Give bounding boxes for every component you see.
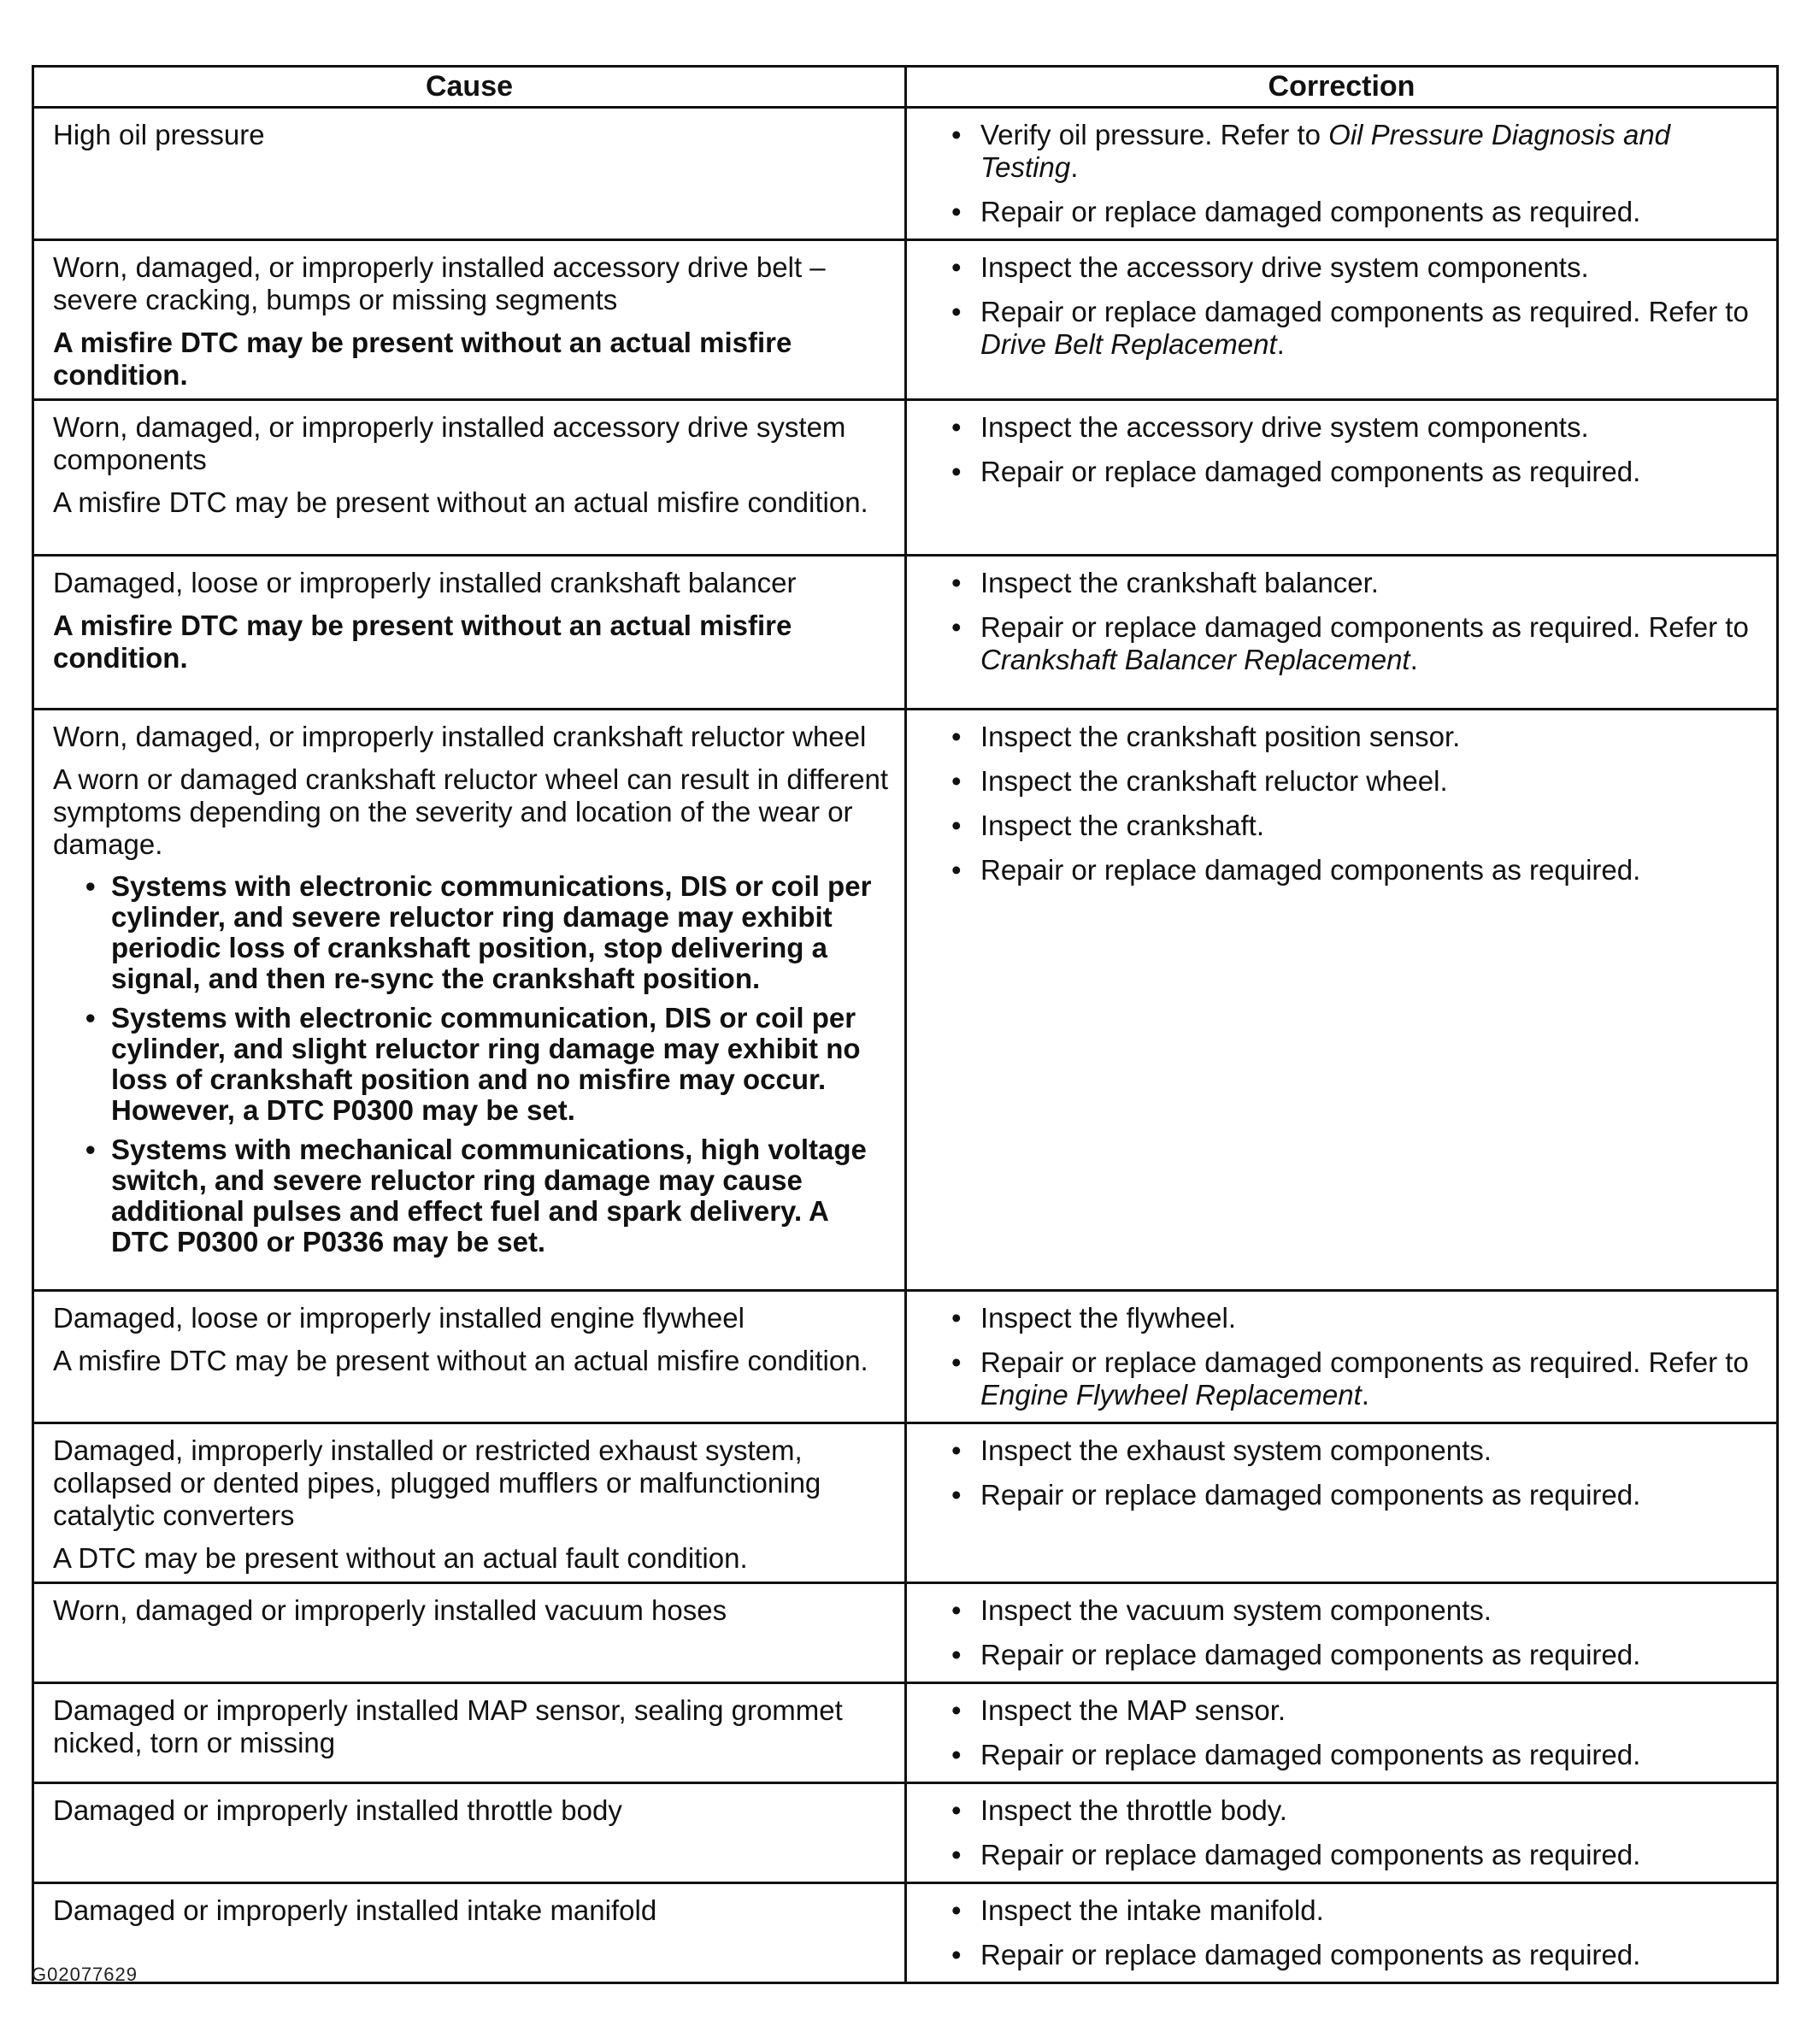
correction-text: Repair or replace damaged components as required. Refer to: [980, 611, 1749, 643]
correction-item: [980, 567, 1764, 599]
cause-cell: [33, 1423, 906, 1583]
correction-text: Repair or replace damaged components as required.: [980, 1839, 1641, 1870]
correction-text: Repair or replace damaged components as required.: [980, 1739, 1641, 1770]
cause-note: A misfire DTC may be present without an actual misfire condition.: [53, 1345, 868, 1376]
correction-text: Verify oil pressure. Refer to: [980, 119, 1329, 150]
cause-cell: [33, 108, 906, 240]
correction-item: [980, 721, 1764, 753]
correction-item: [980, 1346, 1764, 1411]
correction-list: [951, 1302, 1764, 1411]
correction-item: [980, 411, 1764, 444]
cause-cell: [33, 1291, 906, 1423]
cause-text: Worn, damaged, or improperly installed crankshaft reluctor wheel: [53, 721, 867, 752]
correction-text: Inspect the vacuum system components.: [980, 1594, 1492, 1626]
cause-cell: [33, 240, 906, 400]
correction-cell: [906, 556, 1778, 710]
cause-column-header: Cause: [33, 67, 906, 108]
correction-text: Repair or replace damaged components as required.: [980, 196, 1641, 227]
cause-cell: [33, 1783, 906, 1883]
correction-cell: [906, 1883, 1778, 1983]
correction-item: [980, 1694, 1764, 1727]
correction-text: Inspect the accessory drive system components.: [980, 251, 1589, 283]
cause-cell: [33, 400, 906, 556]
cause-note: A worn or damaged crankshaft reluctor wheel can result in different symptoms depending on the severity and location of the wear or damage.: [53, 763, 889, 860]
cause-text: Damaged, improperly installed or restricted exhaust system, collapsed or dented pipes, plugged mufflers or malfunctioning catalytic converters: [53, 1434, 821, 1531]
correction-text: Inspect the throttle body.: [980, 1794, 1287, 1826]
figure-id: G02077629: [32, 1964, 138, 1985]
correction-text: Inspect the exhaust system components.: [980, 1434, 1492, 1466]
correction-text: Inspect the MAP sensor.: [980, 1694, 1286, 1726]
procedure-reference: Crankshaft Balancer Replacement: [980, 644, 1410, 675]
correction-list: [951, 1434, 1764, 1511]
table-row: [33, 1291, 1778, 1423]
correction-cell: [906, 108, 1778, 240]
cause-cell: [33, 1583, 906, 1683]
diagnosis-table: [32, 65, 1779, 1984]
correction-list: [951, 1694, 1764, 1771]
cause-note: A misfire DTC may be present without an actual misfire condition.: [53, 327, 792, 391]
cause-note: A DTC may be present without an actual fault condition.: [53, 1542, 748, 1574]
cause-bullet: • Systems with mechanical communications, high voltage switch, and severe reluctor ring damage may cause additional pulses and effect fuel and spark delivery. A DTC P0300 or P0336 may be set.: [111, 1134, 892, 1258]
correction-item: [980, 251, 1764, 284]
correction-item: [980, 1639, 1764, 1671]
reference-punctuation: .: [1070, 151, 1079, 183]
correction-list: [951, 1894, 1764, 1971]
cause-cell: [33, 556, 906, 710]
table-row: [33, 108, 1778, 240]
cause-bullet: • Systems with electronic communication, DIS or coil per cylinder, and slight reluctor ring damage may exhibit no loss of crankshaft position and no misfire may occur. However, a DTC P0300 may be set.: [111, 1003, 892, 1126]
table-body: [33, 108, 1778, 1983]
correction-text: Inspect the intake manifold.: [980, 1894, 1324, 1926]
correction-item: [980, 1302, 1764, 1334]
correction-item: [980, 854, 1764, 887]
correction-column-header: Correction: [906, 67, 1778, 108]
correction-text: Repair or replace damaged components as required.: [980, 1639, 1641, 1670]
correction-item: [980, 1839, 1764, 1871]
table-row: [33, 400, 1778, 556]
correction-cell: [906, 240, 1778, 400]
correction-cell: [906, 1583, 1778, 1683]
table-row: [33, 1883, 1778, 1983]
correction-list: [951, 251, 1764, 361]
correction-item: [980, 196, 1764, 228]
cause-note: A misfire DTC may be present without an actual misfire condition.: [53, 610, 792, 674]
correction-cell: [906, 400, 1778, 556]
cause-text: Damaged or improperly installed MAP sensor, sealing grommet nicked, torn or missing: [53, 1694, 843, 1758]
correction-item: [980, 1794, 1764, 1827]
correction-text: Repair or replace damaged components as required. Refer to: [980, 1346, 1749, 1378]
correction-text: Repair or replace damaged components as required.: [980, 456, 1641, 487]
table-row: [33, 1583, 1778, 1683]
correction-text: Inspect the crankshaft.: [980, 810, 1265, 841]
table-row: [33, 1683, 1778, 1783]
correction-text: Inspect the crankshaft position sensor.: [980, 721, 1461, 752]
correction-cell: [906, 710, 1778, 1291]
cause-text: Damaged or improperly installed intake manifold: [53, 1894, 657, 1926]
cause-text: Damaged, loose or improperly installed engine flywheel: [53, 1302, 745, 1334]
table-row: [33, 556, 1778, 710]
reference-punctuation: .: [1410, 644, 1418, 675]
correction-item: [980, 296, 1764, 361]
correction-cell: [906, 1423, 1778, 1583]
table-row: [33, 1783, 1778, 1883]
cause-text: Worn, damaged, or improperly installed accessory drive belt – severe cracking, bumps or missing segments: [53, 251, 826, 315]
cause-text: Damaged or improperly installed throttle body: [53, 1794, 622, 1826]
correction-item: [980, 765, 1764, 798]
correction-text: Repair or replace damaged components as required.: [980, 854, 1641, 886]
correction-list: [951, 1594, 1764, 1671]
cause-text: Worn, damaged, or improperly installed accessory drive system components: [53, 411, 846, 475]
correction-list: [951, 721, 1764, 887]
correction-item: [980, 456, 1764, 488]
correction-text: Repair or replace damaged components as required.: [980, 1479, 1641, 1511]
correction-item: [980, 1939, 1764, 1971]
table-row: [33, 710, 1778, 1291]
correction-list: [951, 567, 1764, 676]
correction-item: [980, 1479, 1764, 1511]
correction-list: [951, 1794, 1764, 1871]
correction-item: [980, 119, 1764, 184]
correction-text: Inspect the accessory drive system components.: [980, 411, 1589, 443]
cause-cell: [33, 710, 906, 1291]
correction-text: Inspect the crankshaft balancer.: [980, 567, 1379, 598]
reference-punctuation: .: [1276, 328, 1285, 360]
cause-text: Worn, damaged or improperly installed vacuum hoses: [53, 1594, 727, 1626]
procedure-reference: Engine Flywheel Replacement: [980, 1379, 1362, 1411]
correction-item: [980, 1434, 1764, 1467]
correction-text: Repair or replace damaged components as required. Refer to: [980, 296, 1749, 327]
header-row: [33, 67, 1778, 108]
correction-text: Repair or replace damaged components as required.: [980, 1939, 1641, 1970]
correction-list: [951, 119, 1764, 228]
cause-text: Damaged, loose or improperly installed crankshaft balancer: [53, 567, 797, 598]
correction-item: [980, 1894, 1764, 1927]
correction-cell: [906, 1683, 1778, 1783]
procedure-reference: Drive Belt Replacement: [980, 328, 1277, 360]
cause-cell: [33, 1883, 906, 1983]
table-row: [33, 1423, 1778, 1583]
table-row: [33, 240, 1778, 400]
correction-cell: [906, 1291, 1778, 1423]
reference-punctuation: .: [1361, 1379, 1369, 1411]
cause-text: High oil pressure: [53, 119, 265, 150]
correction-item: [980, 810, 1764, 842]
correction-item: [980, 1594, 1764, 1627]
correction-cell: [906, 1783, 1778, 1883]
cause-bullet-list: [53, 871, 892, 1258]
correction-list: [951, 411, 1764, 488]
correction-item: [980, 1739, 1764, 1771]
procedure-reference: Oil Pressure Diagnosis and Testing: [980, 119, 1671, 183]
correction-text: Inspect the flywheel.: [980, 1302, 1236, 1334]
correction-text: Inspect the crankshaft reluctor wheel.: [980, 765, 1448, 797]
cause-bullet: • Systems with electronic communications, DIS or coil per cylinder, and severe reluctor ring damage may exhibit periodic loss of crankshaft position, stop delivering a signal, and then re-sync the crankshaft position.: [111, 871, 892, 994]
cause-note: A misfire DTC may be present without an actual misfire condition.: [53, 486, 868, 518]
correction-item: [980, 611, 1764, 676]
cause-cell: [33, 1683, 906, 1783]
